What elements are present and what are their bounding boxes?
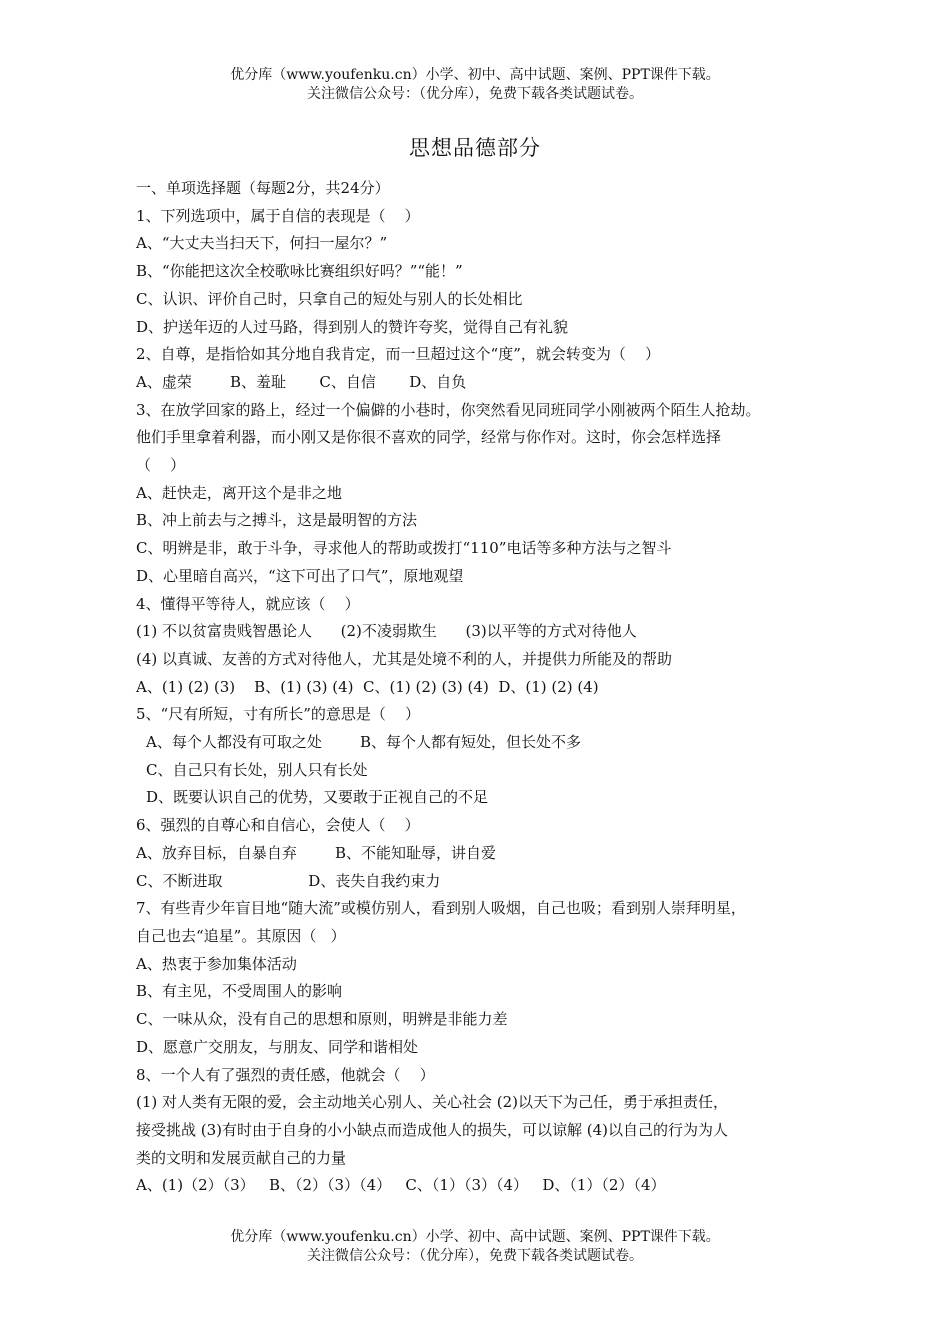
- option-d: D、护送年迈的人过马路，得到别人的赞许夸奖，觉得自己有礼貌: [136, 317, 569, 336]
- question-stem: 8、一个人有了强烈的责任感，他就会（ ）: [136, 1065, 435, 1084]
- section-heading: 一、单项选择题（每题2分，共24分）: [136, 179, 390, 197]
- option-row: A、(1) (2) (3) B、(1) (3) (4) C、(1) (2) (3) (4) D、(1) (2) (4): [136, 677, 599, 696]
- page-header: [0, 66, 950, 104]
- option-d: D、愿意广交朋友，与朋友、同学和谐相处: [136, 1037, 419, 1056]
- statement-row-2: 接受挑战 (3)有时由于自身的小小缺点而造成他人的损失，可以谅解 (4)以自己的行为为人: [136, 1120, 729, 1139]
- statement-row-2: (4) 以真诚、友善的方式对待他人，尤其是处境不利的人，并提供力所能及的帮助: [136, 649, 673, 668]
- question-3: [136, 397, 836, 591]
- statement-row-1: (1) 不以贫富贵贱智愚论人 (2)不凌弱欺生 (3)以平等的方式对待他人: [136, 622, 637, 641]
- option-a: A、赶快走，离开这个是非之地: [136, 483, 342, 502]
- option-b: B、有主见，不受周围人的影响: [136, 982, 343, 1001]
- question-stem: 6、强烈的自尊心和自信心，会使人（ ）: [136, 816, 420, 835]
- option-row-cd: C、不断进取 D、丧失自我约束力: [136, 871, 441, 890]
- section-title: 思想品德部分: [409, 136, 541, 160]
- question-stem: 3、在放学回家的路上，经过一个偏僻的小巷时，你突然看见同班同学小刚被两个陌生人抢劫。: [136, 400, 761, 419]
- answer-blank: （ ）: [136, 456, 186, 475]
- option-b: B、“你能把这次全校歌咏比赛组织好吗？”“能！”: [136, 262, 463, 281]
- option-c: C、认识、评价自己时，只拿自己的短处与别人的长处相比: [136, 289, 523, 308]
- question-stem: 5、“尺有所短，寸有所长”的意思是（ ）: [136, 705, 420, 724]
- question-stem-cont: 自己也去“追星”。其原因（ ）: [136, 926, 346, 945]
- option-d: D、心里暗自高兴，“这下可出了口气”，原地观望: [136, 566, 464, 585]
- question-5: [136, 701, 836, 812]
- option-a: A、“大丈夫当扫天下，何扫一屋尔？”: [136, 234, 388, 253]
- document-body: [136, 175, 836, 1200]
- option-row: A、虚荣 B、羞耻 C、自信 D、自负: [136, 372, 467, 391]
- question-stem-cont: 他们手里拿着利器，而小刚又是你很不喜欢的同学，经常与你作对。这时，你会怎样选择: [136, 428, 722, 447]
- header-line-2: 关注微信公众号：（优分库），免费下载各类试题试卷。: [307, 86, 643, 102]
- question-6: [136, 812, 836, 895]
- question-stem: 4、懂得平等待人，就应该（ ）: [136, 594, 360, 613]
- header-line-1: 优分库（www.youfenku.cn）小学、初中、高中试题、案例、PPT课件下载。: [230, 67, 720, 83]
- option-c: C、一味从众，没有自己的思想和原则，明辨是非能力差: [136, 1010, 508, 1029]
- option-c: C、自己只有长处，别人只有长处: [146, 760, 368, 779]
- question-1: [136, 203, 836, 342]
- statement-row-3: 类的文明和发展贡献自己的力量: [136, 1148, 347, 1167]
- statement-row-1: (1) 对人类有无限的爱，会主动地关心别人、关心社会 (2)以天下为己任，勇于承担责任，: [136, 1093, 729, 1112]
- question-stem: 7、有些青少年盲目地“随大流”或模仿别人，看到别人吸烟，自己也吸；看到别人崇拜明星，: [136, 899, 746, 918]
- question-8: [136, 1062, 836, 1201]
- question-7: [136, 895, 836, 1061]
- option-row: A、(1)（2）（3） B、（2）（3）（4） C、（1）（3）（4） D、（1）（2）（4）: [136, 1176, 666, 1195]
- option-b: B、冲上前去与之搏斗，这是最明智的方法: [136, 511, 418, 530]
- question-4: [136, 591, 836, 702]
- question-stem: 1、下列选项中，属于自信的表现是（ ）: [136, 206, 420, 225]
- footer-line-1: 优分库（www.youfenku.cn）小学、初中、高中试题、案例、PPT课件下载。: [230, 1229, 720, 1245]
- option-row-ab: A、放弃目标，自暴自弃 B、不能知耻辱，讲自爱: [136, 843, 497, 862]
- question-2: [136, 341, 836, 396]
- question-stem: 2、自尊，是指恰如其分地自我肯定，而一旦超过这个“度”，就会转变为（ ）: [136, 345, 660, 364]
- option-row-ab: A、每个人都没有可取之处 B、每个人都有短处，但长处不多: [146, 733, 582, 752]
- footer-line-2: 关注微信公众号：（优分库），免费下载各类试题试卷。: [307, 1248, 643, 1264]
- option-a: A、热衷于参加集体活动: [136, 954, 297, 973]
- option-d: D、既要认识自己的优势，又要敢于正视自己的不足: [146, 788, 489, 807]
- page-footer: [0, 1228, 950, 1266]
- option-c: C、明辨是非，敢于斗争，寻求他人的帮助或拨打“110”电话等多种方法与之智斗: [136, 539, 672, 558]
